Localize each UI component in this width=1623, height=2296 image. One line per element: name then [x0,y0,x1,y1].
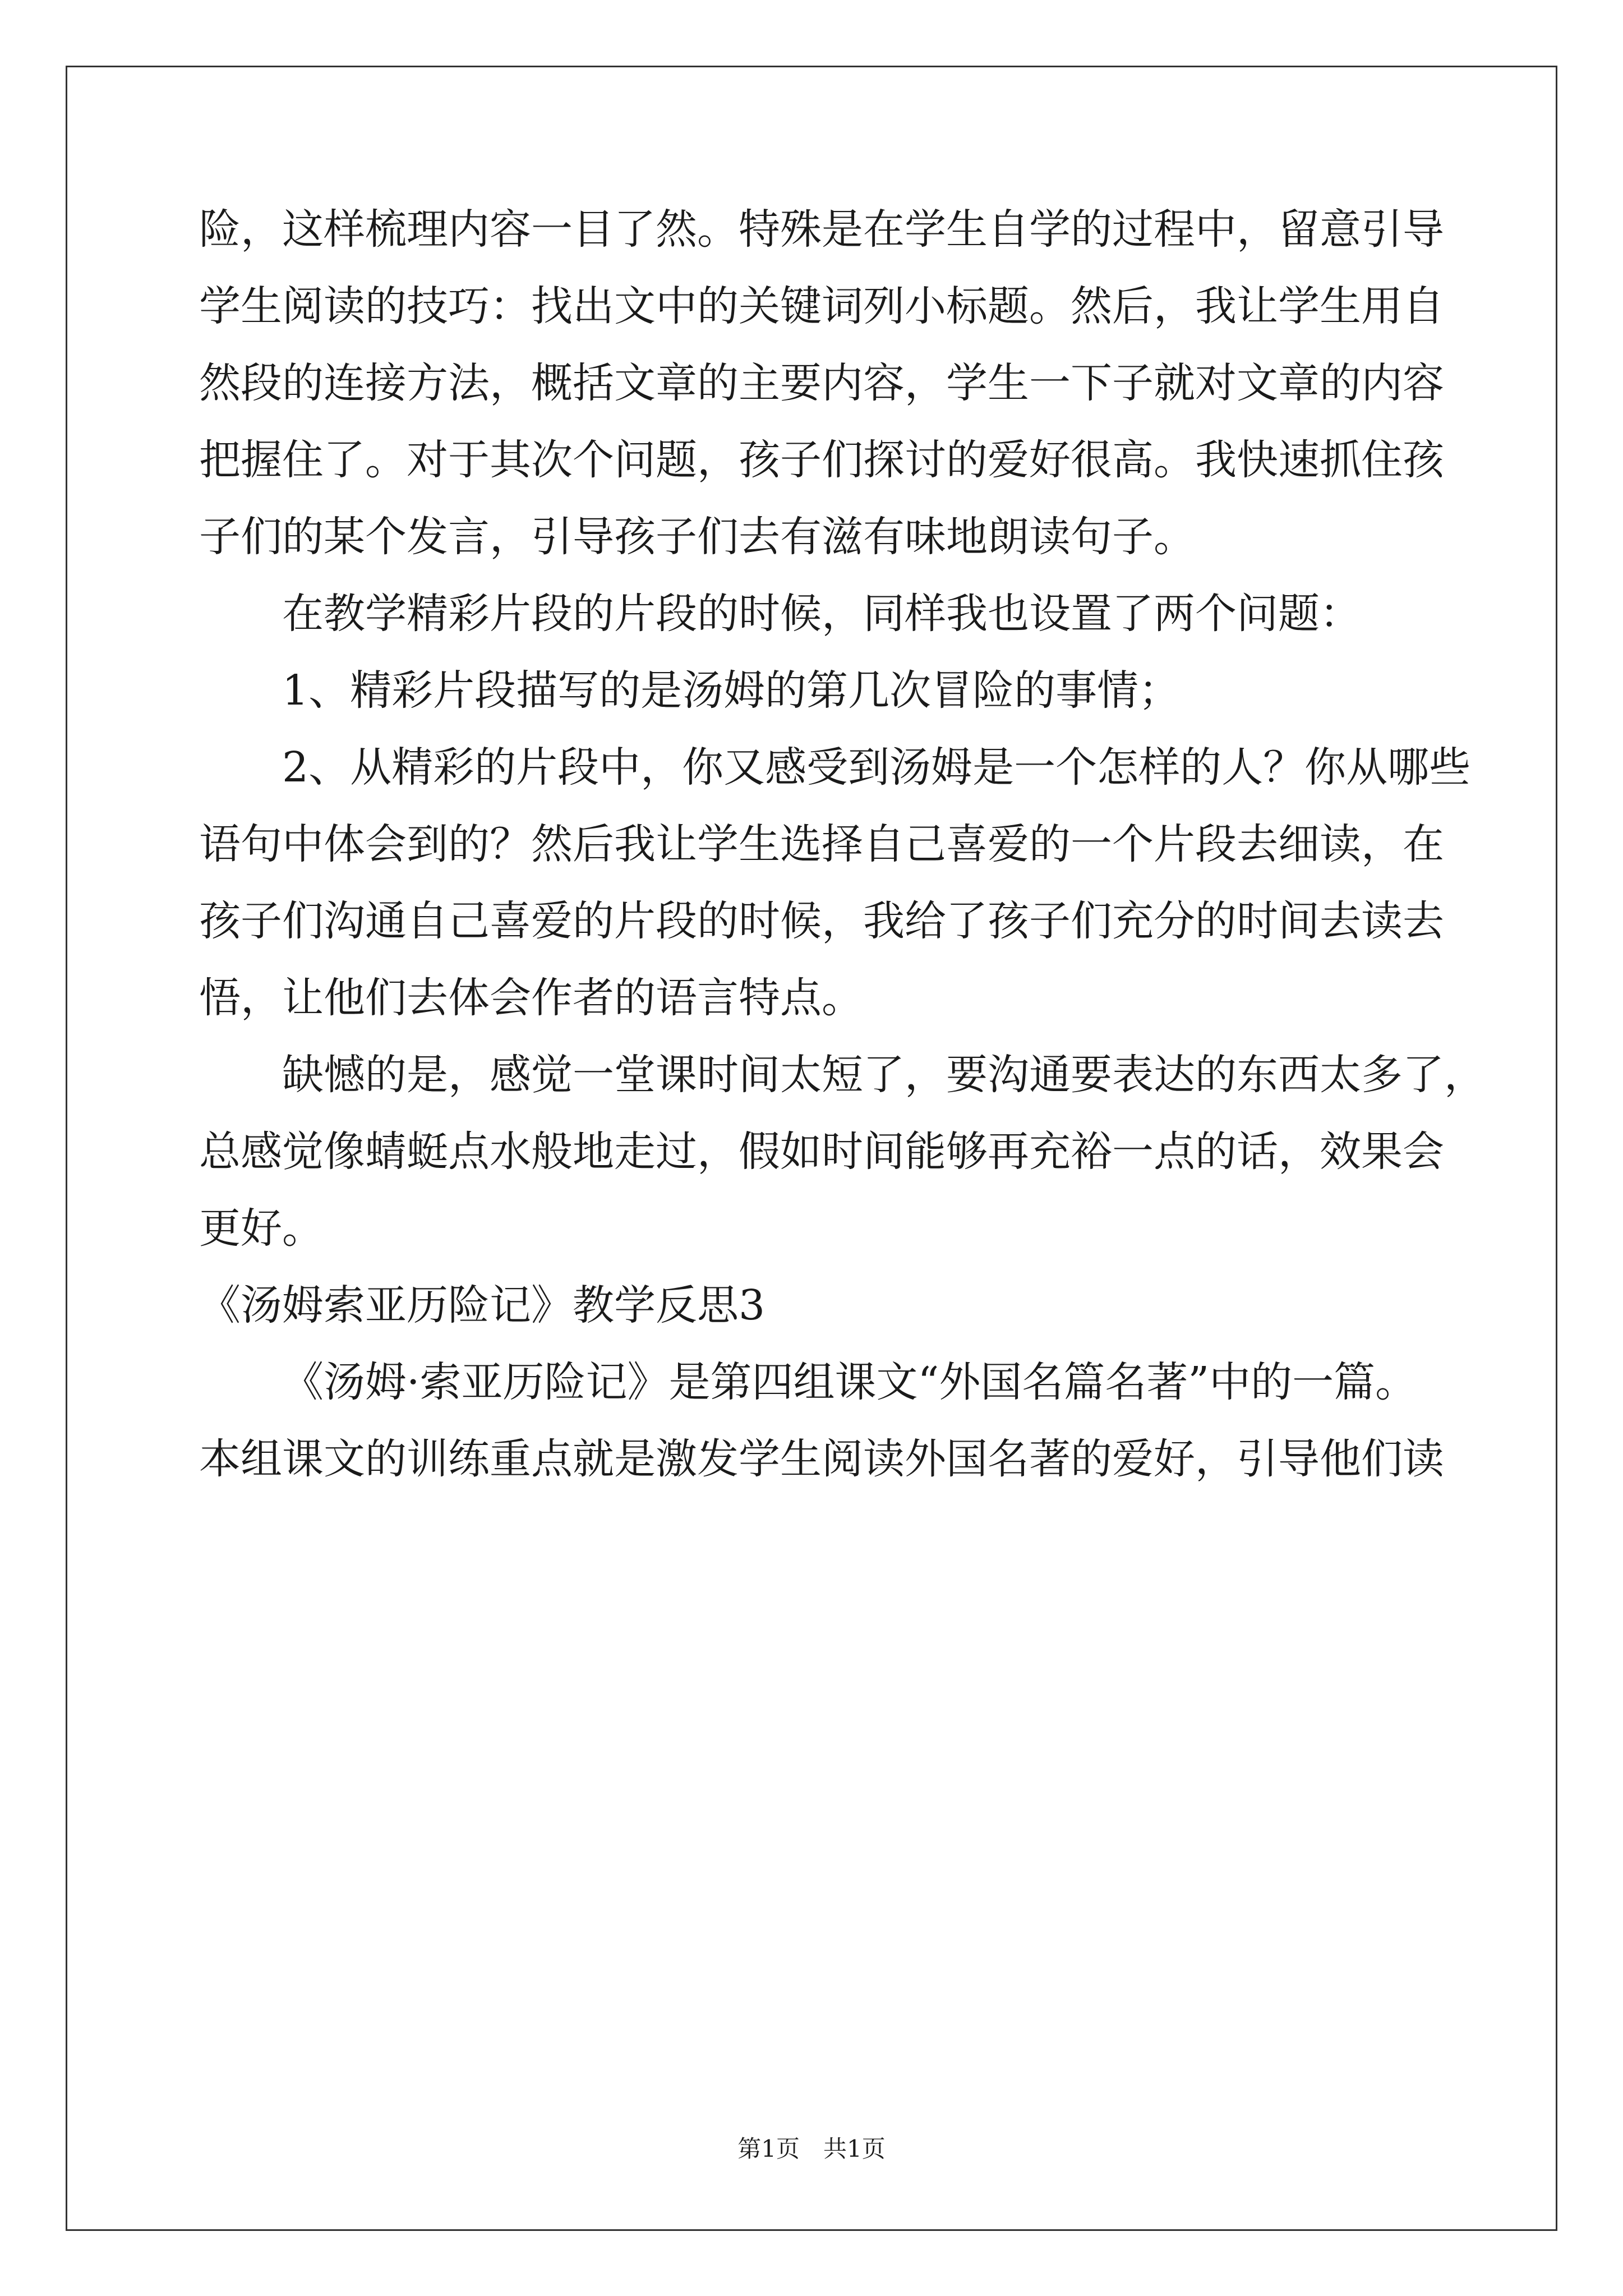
page-footer [0,2136,1623,2162]
text-line: 2、从精彩的片段中，你又感受到汤姆是一个怎样的人？你从哪些 [282,743,1471,792]
text-line: 然段的连接方法，概括文章的主要内容，学生一下子就对文章的内容 [199,359,1444,407]
text-line: 《汤姆索亚历险记》教学反思3 [199,1281,766,1329]
text-line: 总感觉像蜻蜓点水般地走过，假如时间能够再充裕一点的话，效果会 [199,1128,1444,1176]
text-line: 孩子们沟通自己喜爱的片段的时候，我给了孩子们充分的时间去读去 [199,897,1444,945]
text-line: 学生阅读的技巧：找出文中的关键词列小标题。然后，我让学生用自 [199,282,1444,330]
text-line: 在教学精彩片段的片段的时候，同样我也设置了两个问题： [282,590,1361,638]
text-line: 更好。 [199,1204,324,1253]
page-number: 第1页 [737,2135,800,2162]
text-line: 《汤姆·索亚历险记》是第四组课文“外国名篇名著”中的一篇。 [282,1358,1417,1406]
text-line: 缺憾的是，感觉一堂课时间太短了，要沟通要表达的东西太多了， [282,1051,1486,1099]
text-line: 本组课文的训练重点就是激发学生阅读外国名著的爱好，引导他们读 [199,1435,1444,1483]
text-line: 悟，让他们去体会作者的语言特点。 [199,974,863,1022]
text-line: 子们的某个发言，引导孩子们去有滋有味地朗读句子。 [199,513,1195,561]
text-line: 把握住了。对于其次个问题，孩子们探讨的爱好很高。我快速抓住孩 [199,436,1444,484]
text-line: 险，这样梳理内容一目了然。特殊是在学生自学的过程中，留意引导 [199,205,1444,254]
text-line: 1、精彩片段描写的是汤姆的第几次冒险的事情； [282,666,1181,715]
page-total: 共1页 [823,2135,886,2162]
text-line: 语句中体会到的？然后我让学生选择自己喜爱的一个片段去细读，在 [199,820,1444,868]
